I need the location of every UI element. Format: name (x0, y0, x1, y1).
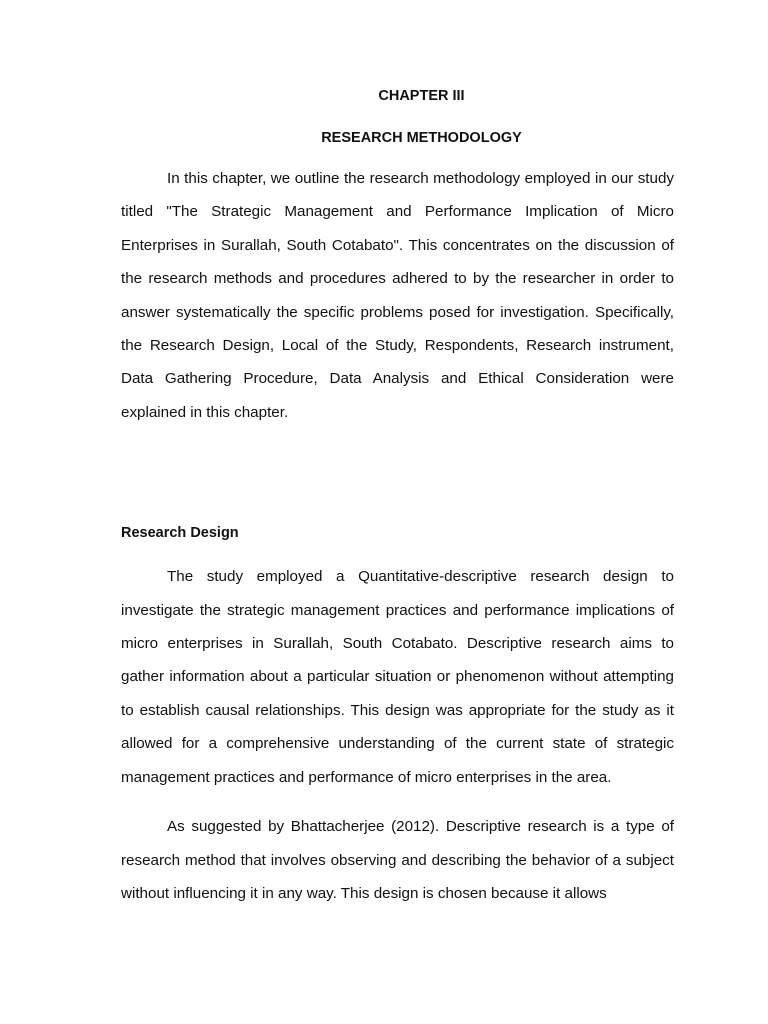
page-content (121, 84, 674, 910)
chapter-number: CHAPTER III (378, 88, 465, 104)
intro-paragraph: In this chapter, we outline the research methodology employed in our study titled "The Strategic Management and Performance Implication of Micro Enterprises in Surallah, South Cotabato". This concentrates on the discussion of the research methods and procedures adhered to by the researcher in order to answer systematically the specific problems posed for investigation. Specifically, the Research Design, Local of the Study, Respondents, Research instrument, Data Gathering Procedure, Data Analysis and Ethical Consideration were explained in this chapter. (121, 170, 674, 421)
chapter-title: RESEARCH METHODOLOGY (321, 130, 522, 146)
research-design-paragraph: As suggested by Bhattacherjee (2012). Descriptive research is a type of research method that involves observing and describing the behavior of a subject without influencing it in any way. This design is chosen because it allows (121, 818, 674, 902)
research-design-paragraph: The study employed a Quantitative-descriptive research design to investigate the strategic management practices and performance implications of micro enterprises in Surallah, South Cotabato. Descriptive research aims to gather information about a particular situation or phenomenon without attempting to establish causal relationships. This design was appropriate for the study as it allowed for a comprehensive understanding of the current state of strategic management practices and performance of micro enterprises in the area. (121, 568, 674, 786)
section-heading-research-design: Research Design (121, 525, 239, 542)
